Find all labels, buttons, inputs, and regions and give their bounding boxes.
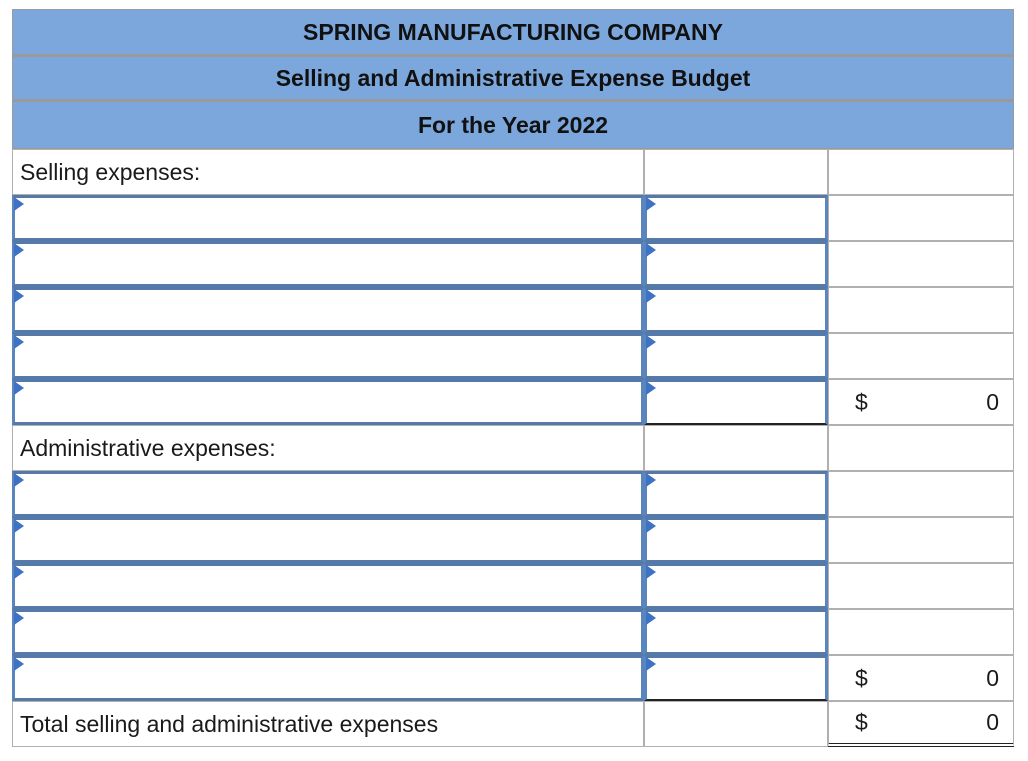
company-name: SPRING MANUFACTURING COMPANY [12,9,1014,56]
dropdown-marker-icon [646,381,656,395]
dropdown-marker-icon [646,473,656,487]
admin-item-4-name-input[interactable] [15,612,641,652]
admin-item-1-amount-input[interactable] [647,474,825,514]
empty-cell [828,517,1014,563]
selling-total-cell [828,379,1014,425]
dropdown-marker-icon [14,519,24,533]
admin-header-row [12,425,1014,471]
admin-item-2-name[interactable] [12,517,644,563]
selling-row-5 [12,379,1014,425]
admin-item-3-name-input[interactable] [15,566,641,606]
grand-total-value: 0 [986,709,999,735]
admin-row-2 [12,517,1014,563]
selling-item-1-name[interactable] [12,195,644,241]
selling-item-3-amount[interactable] [644,287,828,333]
admin-item-4-amount[interactable] [644,609,828,655]
selling-item-5-name[interactable] [12,379,644,425]
dropdown-marker-icon [14,473,24,487]
selling-total-value: 0 [986,388,999,415]
admin-item-3-name[interactable] [12,563,644,609]
admin-row-3 [12,563,1014,609]
selling-item-5-amount-input[interactable] [647,382,825,423]
selling-item-3-amount-input[interactable] [647,290,825,330]
admin-item-1-name-input[interactable] [15,474,641,514]
empty-cell [644,425,828,471]
admin-item-1-amount[interactable] [644,471,828,517]
admin-row-4 [12,609,1014,655]
empty-cell [828,609,1014,655]
dropdown-marker-icon [14,565,24,579]
selling-row-4 [12,333,1014,379]
selling-row-2 [12,241,1014,287]
selling-row-1 [12,195,1014,241]
dropdown-marker-icon [646,657,656,671]
dropdown-marker-icon [646,611,656,625]
selling-item-1-amount[interactable] [644,195,828,241]
selling-item-1-amount-input[interactable] [647,198,825,238]
selling-item-4-amount[interactable] [644,333,828,379]
grand-total-cell [828,701,1014,747]
admin-item-2-amount-input[interactable] [647,520,825,560]
administrative-expenses-label: Administrative expenses: [12,425,644,471]
empty-cell [828,563,1014,609]
selling-item-3-name-input[interactable] [15,290,641,330]
admin-item-5-name[interactable] [12,655,644,701]
dropdown-marker-icon [646,289,656,303]
dropdown-marker-icon [14,611,24,625]
admin-total-cell [828,655,1014,701]
selling-item-4-name[interactable] [12,333,644,379]
dropdown-marker-icon [14,335,24,349]
grand-total-row [12,701,1014,747]
dropdown-marker-icon [14,197,24,211]
empty-cell [644,149,828,195]
empty-cell [828,425,1014,471]
admin-row-1 [12,471,1014,517]
selling-header-row [12,149,1014,195]
empty-cell [644,701,828,747]
budget-period: For the Year 2022 [12,101,1014,149]
admin-item-3-amount[interactable] [644,563,828,609]
admin-item-5-amount-input[interactable] [647,658,825,699]
admin-item-5-amount[interactable] [644,655,828,701]
budget-title: Selling and Administrative Expense Budget [12,56,1014,101]
empty-cell [828,149,1014,195]
grand-total-currency: $ [855,709,868,735]
dropdown-marker-icon [646,335,656,349]
empty-cell [828,195,1014,241]
dropdown-marker-icon [646,243,656,257]
dropdown-marker-icon [14,243,24,257]
dropdown-marker-icon [646,197,656,211]
admin-total-currency: $ [855,664,868,691]
selling-item-3-name[interactable] [12,287,644,333]
grand-total-label: Total selling and administrative expenses [12,701,644,747]
selling-item-5-amount[interactable] [644,379,828,425]
dropdown-marker-icon [646,519,656,533]
selling-item-4-name-input[interactable] [15,336,641,376]
empty-cell [828,333,1014,379]
admin-total-value: 0 [986,664,999,691]
selling-item-2-name[interactable] [12,241,644,287]
selling-row-3 [12,287,1014,333]
admin-item-1-name[interactable] [12,471,644,517]
selling-total-currency: $ [855,388,868,415]
selling-item-2-amount[interactable] [644,241,828,287]
empty-cell [828,241,1014,287]
admin-item-4-amount-input[interactable] [647,612,825,652]
admin-item-3-amount-input[interactable] [647,566,825,606]
empty-cell [828,471,1014,517]
dropdown-marker-icon [14,289,24,303]
admin-row-5 [12,655,1014,701]
selling-item-4-amount-input[interactable] [647,336,825,376]
selling-item-2-name-input[interactable] [15,244,641,284]
empty-cell [828,287,1014,333]
admin-item-4-name[interactable] [12,609,644,655]
admin-item-5-name-input[interactable] [15,658,641,698]
budget-table [12,9,1014,747]
selling-item-5-name-input[interactable] [15,382,641,422]
selling-item-2-amount-input[interactable] [647,244,825,284]
dropdown-marker-icon [14,381,24,395]
selling-item-1-name-input[interactable] [15,198,641,238]
admin-item-2-amount[interactable] [644,517,828,563]
selling-expenses-label: Selling expenses: [12,149,644,195]
admin-item-2-name-input[interactable] [15,520,641,560]
dropdown-marker-icon [646,565,656,579]
dropdown-marker-icon [14,657,24,671]
